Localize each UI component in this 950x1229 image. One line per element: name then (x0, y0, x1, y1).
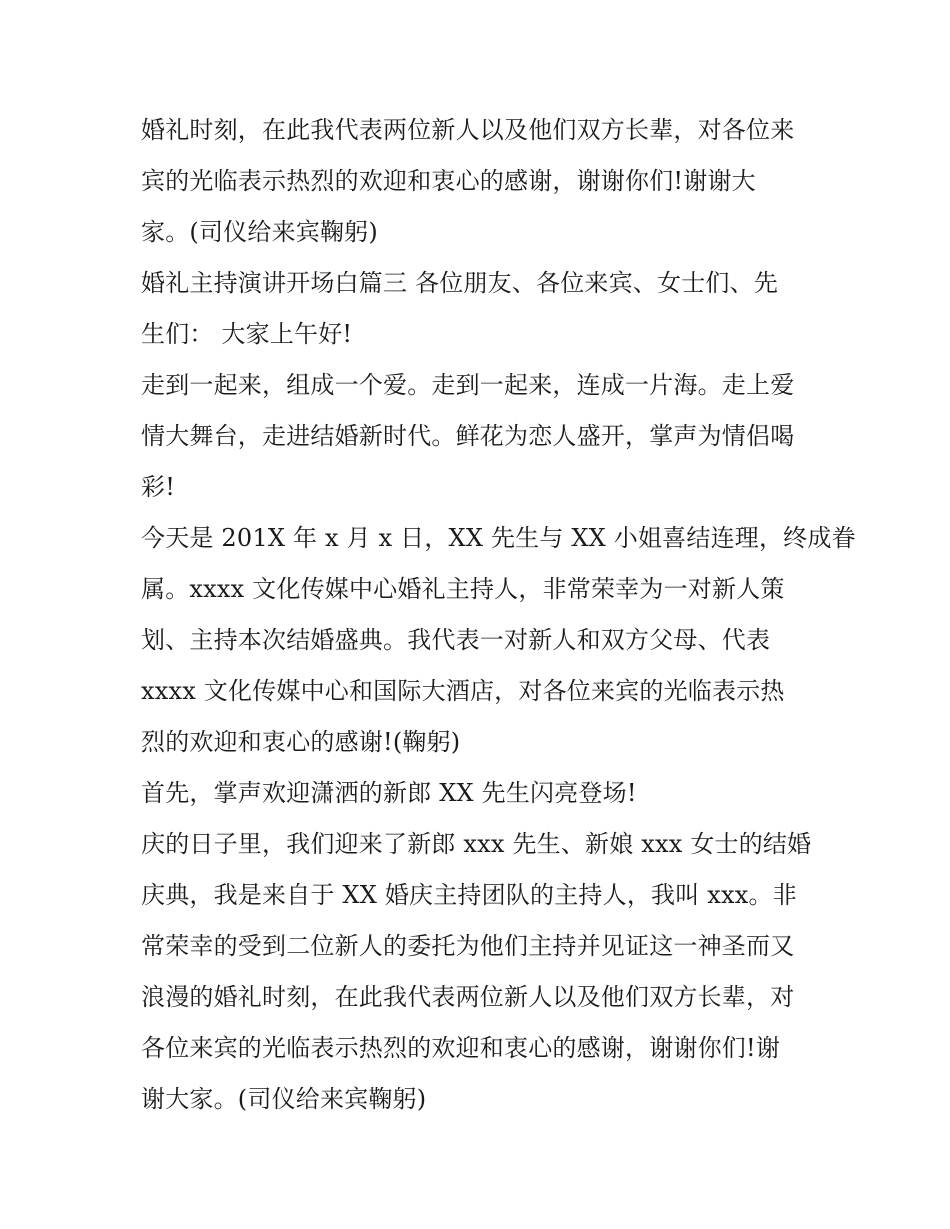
text-line: xxxx 文化传媒中心和国际大酒店，对各位来宾的光临表示热 (141, 677, 785, 705)
text-line: 生们： 大家上午好! (141, 320, 353, 348)
text-line: 浪漫的婚礼时刻，在此我代表两位新人以及他们双方长辈，对 (141, 983, 795, 1011)
text-line: 走到一起来，组成一个爱。走到一起来，连成一片海。走上爱 (141, 371, 795, 399)
text-line: 家。(司仪给来宾鞠躬) (141, 218, 378, 246)
text-line: 烈的欢迎和衷心的感谢!(鞠躬) (141, 728, 461, 756)
text-line: 婚礼时刻，在此我代表两位新人以及他们双方长辈，对各位来 (141, 116, 795, 144)
text-line: 属。xxxx 文化传媒中心婚礼主持人，非常荣幸为一对新人策 (141, 575, 785, 603)
text-line: 首先，掌声欢迎潇洒的新郎 XX 先生闪亮登场! (141, 779, 637, 807)
text-line: 常荣幸的受到二位新人的委托为他们主持并见证这一神圣而又 (141, 932, 795, 960)
text-line: 婚礼主持演讲开场白篇三 各位朋友、各位来宾、女士们、先 (141, 269, 779, 297)
text-line: 今天是 201X 年 x 月 x 日，XX 先生与 XX 小姐喜结连理，终成眷 (141, 524, 856, 552)
text-line: 宾的光临表示热烈的欢迎和衷心的感谢，谢谢你们!谢谢大 (141, 167, 756, 195)
text-line: 庆典，我是来自于 XX 婚庆主持团队的主持人，我叫 xxx。非 (141, 881, 797, 909)
text-line: 情大舞台，走进结婚新时代。鲜花为恋人盛开，掌声为情侣喝 (141, 422, 795, 450)
text-line: 庆的日子里，我们迎来了新郎 xxx 先生、新娘 xxx 女士的结婚 (141, 830, 812, 858)
text-line: 各位来宾的光临表示热烈的欢迎和衷心的感谢，谢谢你们!谢 (141, 1034, 781, 1062)
document-body (141, 105, 856, 1125)
text-line: 划、主持本次结婚盛典。我代表一对新人和双方父母、代表 (141, 626, 771, 654)
text-line: 彩! (141, 473, 176, 501)
text-line: 谢大家。(司仪给来宾鞠躬) (141, 1085, 427, 1113)
